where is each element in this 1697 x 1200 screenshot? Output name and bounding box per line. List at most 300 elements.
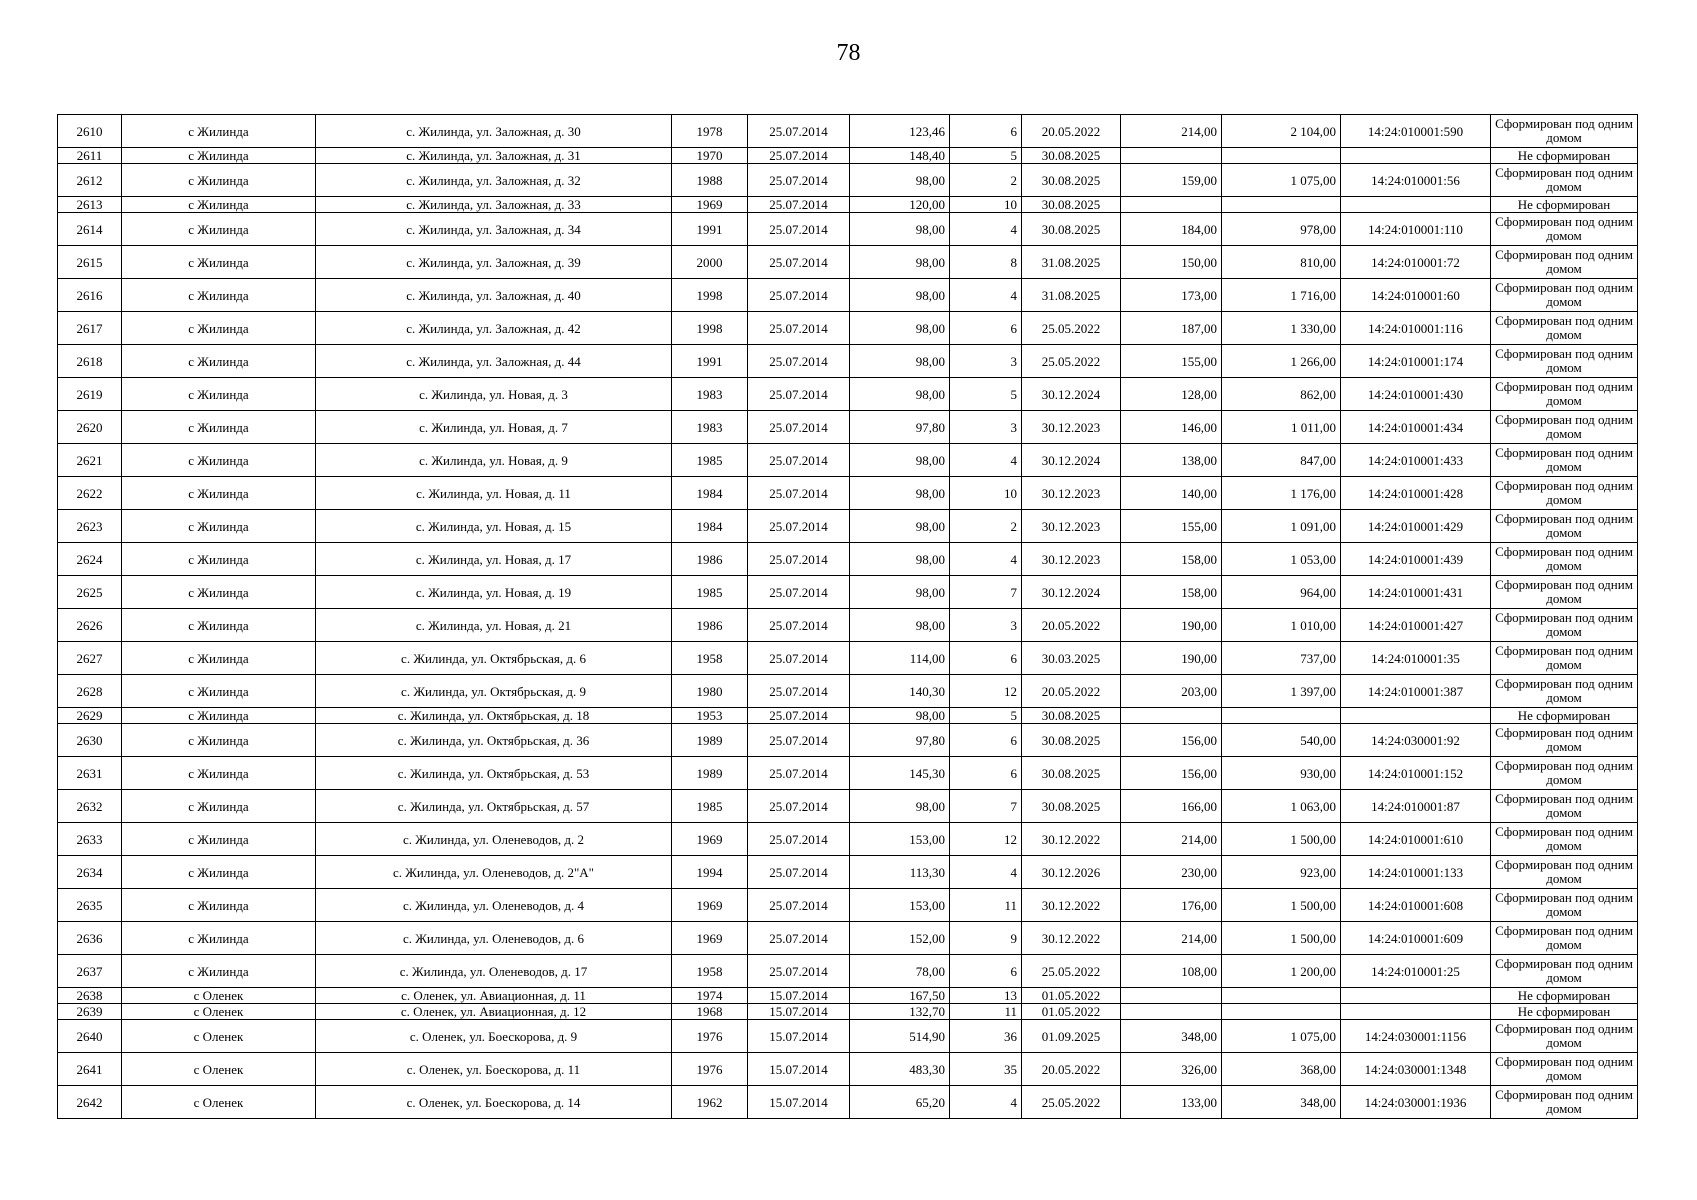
registration-date-cell: 25.07.2014 bbox=[748, 197, 850, 213]
deadline-date-cell: 01.05.2022 bbox=[1022, 988, 1121, 1004]
area-cell: 145,30 bbox=[850, 757, 950, 790]
table-row bbox=[58, 164, 1638, 197]
year-built-cell: 1984 bbox=[672, 510, 748, 543]
table-row bbox=[58, 856, 1638, 889]
cadastral-number-cell: 14:24:010001:110 bbox=[1341, 213, 1491, 246]
cadastral-number-cell bbox=[1341, 197, 1491, 213]
registration-date-cell: 25.07.2014 bbox=[748, 922, 850, 955]
table-row bbox=[58, 1004, 1638, 1020]
area-cell: 98,00 bbox=[850, 345, 950, 378]
address-cell: с. Оленек, ул. Боескорова, д. 14 bbox=[316, 1086, 672, 1119]
registration-date-cell: 15.07.2014 bbox=[748, 1053, 850, 1086]
cadastral-number-cell: 14:24:010001:609 bbox=[1341, 922, 1491, 955]
area-cell: 98,00 bbox=[850, 279, 950, 312]
year-built-cell: 1978 bbox=[672, 115, 748, 148]
table-row bbox=[58, 246, 1638, 279]
residents-cell: 5 bbox=[950, 708, 1022, 724]
registration-date-cell: 25.07.2014 bbox=[748, 576, 850, 609]
cost-cell: 1 063,00 bbox=[1222, 790, 1341, 823]
land-status-cell: Сформирован под одним домом bbox=[1491, 543, 1638, 576]
land-status-cell: Сформирован под одним домом bbox=[1491, 444, 1638, 477]
settlement-cell: с Жилинда bbox=[122, 279, 316, 312]
row-number-cell: 2640 bbox=[58, 1020, 122, 1053]
area-cell: 132,70 bbox=[850, 1004, 950, 1020]
row-number-cell: 2625 bbox=[58, 576, 122, 609]
row-number-cell: 2631 bbox=[58, 757, 122, 790]
land-status-cell: Сформирован под одним домом bbox=[1491, 889, 1638, 922]
table-row bbox=[58, 922, 1638, 955]
cost-cell: 1 075,00 bbox=[1222, 1020, 1341, 1053]
settlement-cell: с Жилинда bbox=[122, 246, 316, 279]
cadastral-number-cell: 14:24:010001:433 bbox=[1341, 444, 1491, 477]
residents-cell: 4 bbox=[950, 279, 1022, 312]
area-cell: 140,30 bbox=[850, 675, 950, 708]
registration-date-cell: 15.07.2014 bbox=[748, 1086, 850, 1119]
area-cell: 98,00 bbox=[850, 510, 950, 543]
settlement-cell: с Жилинда bbox=[122, 164, 316, 197]
land-area-cell: 108,00 bbox=[1121, 955, 1222, 988]
residents-cell: 6 bbox=[950, 757, 1022, 790]
address-cell: с. Жилинда, ул. Оленеводов, д. 6 bbox=[316, 922, 672, 955]
address-cell: с. Жилинда, ул. Заложная, д. 31 bbox=[316, 148, 672, 164]
deadline-date-cell: 01.09.2025 bbox=[1022, 1020, 1121, 1053]
address-cell: с. Жилинда, ул. Октябрьская, д. 9 bbox=[316, 675, 672, 708]
year-built-cell: 1989 bbox=[672, 757, 748, 790]
cadastral-number-cell: 14:24:010001:60 bbox=[1341, 279, 1491, 312]
cadastral-number-cell bbox=[1341, 148, 1491, 164]
residents-cell: 6 bbox=[950, 955, 1022, 988]
row-number-cell: 2634 bbox=[58, 856, 122, 889]
year-built-cell: 1994 bbox=[672, 856, 748, 889]
area-cell: 483,30 bbox=[850, 1053, 950, 1086]
cadastral-number-cell: 14:24:010001:56 bbox=[1341, 164, 1491, 197]
deadline-date-cell: 30.08.2025 bbox=[1022, 757, 1121, 790]
housing-register-table bbox=[57, 114, 1638, 1119]
cadastral-number-cell bbox=[1341, 708, 1491, 724]
deadline-date-cell: 25.05.2022 bbox=[1022, 312, 1121, 345]
deadline-date-cell: 30.12.2022 bbox=[1022, 889, 1121, 922]
registration-date-cell: 15.07.2014 bbox=[748, 988, 850, 1004]
cost-cell: 1 075,00 bbox=[1222, 164, 1341, 197]
cost-cell: 1 200,00 bbox=[1222, 955, 1341, 988]
settlement-cell: с Жилинда bbox=[122, 675, 316, 708]
land-area-cell: 159,00 bbox=[1121, 164, 1222, 197]
land-status-cell: Сформирован под одним домом bbox=[1491, 724, 1638, 757]
address-cell: с. Жилинда, ул. Заложная, д. 40 bbox=[316, 279, 672, 312]
row-number-cell: 2642 bbox=[58, 1086, 122, 1119]
row-number-cell: 2628 bbox=[58, 675, 122, 708]
settlement-cell: с Оленек bbox=[122, 1086, 316, 1119]
residents-cell: 9 bbox=[950, 922, 1022, 955]
area-cell: 97,80 bbox=[850, 411, 950, 444]
deadline-date-cell: 30.12.2023 bbox=[1022, 411, 1121, 444]
register-body bbox=[58, 115, 1638, 1119]
area-cell: 98,00 bbox=[850, 576, 950, 609]
cadastral-number-cell: 14:24:010001:427 bbox=[1341, 609, 1491, 642]
year-built-cell: 1988 bbox=[672, 164, 748, 197]
land-status-cell: Не сформирован bbox=[1491, 197, 1638, 213]
residents-cell: 6 bbox=[950, 115, 1022, 148]
year-built-cell: 1998 bbox=[672, 279, 748, 312]
deadline-date-cell: 30.12.2024 bbox=[1022, 444, 1121, 477]
row-number-cell: 2619 bbox=[58, 378, 122, 411]
address-cell: с. Жилинда, ул. Новая, д. 15 bbox=[316, 510, 672, 543]
address-cell: с. Жилинда, ул. Заложная, д. 33 bbox=[316, 197, 672, 213]
address-cell: с. Жилинда, ул. Новая, д. 17 bbox=[316, 543, 672, 576]
address-cell: с. Жилинда, ул. Новая, д. 3 bbox=[316, 378, 672, 411]
cost-cell: 1 176,00 bbox=[1222, 477, 1341, 510]
land-area-cell bbox=[1121, 1004, 1222, 1020]
land-status-cell: Сформирован под одним домом bbox=[1491, 823, 1638, 856]
deadline-date-cell: 30.12.2023 bbox=[1022, 510, 1121, 543]
address-cell: с. Жилинда, ул. Заложная, д. 34 bbox=[316, 213, 672, 246]
cost-cell: 964,00 bbox=[1222, 576, 1341, 609]
cadastral-number-cell: 14:24:010001:133 bbox=[1341, 856, 1491, 889]
year-built-cell: 1986 bbox=[672, 609, 748, 642]
row-number-cell: 2616 bbox=[58, 279, 122, 312]
area-cell: 153,00 bbox=[850, 823, 950, 856]
land-status-cell: Сформирован под одним домом bbox=[1491, 576, 1638, 609]
cadastral-number-cell: 14:24:030001:1156 bbox=[1341, 1020, 1491, 1053]
land-status-cell: Сформирован под одним домом bbox=[1491, 609, 1638, 642]
cost-cell: 737,00 bbox=[1222, 642, 1341, 675]
residents-cell: 7 bbox=[950, 576, 1022, 609]
cost-cell: 1 011,00 bbox=[1222, 411, 1341, 444]
address-cell: с. Жилинда, ул. Новая, д. 11 bbox=[316, 477, 672, 510]
land-status-cell: Сформирован под одним домом bbox=[1491, 675, 1638, 708]
residents-cell: 6 bbox=[950, 312, 1022, 345]
cost-cell: 368,00 bbox=[1222, 1053, 1341, 1086]
residents-cell: 35 bbox=[950, 1053, 1022, 1086]
address-cell: с. Жилинда, ул. Новая, д. 19 bbox=[316, 576, 672, 609]
cadastral-number-cell: 14:24:030001:1348 bbox=[1341, 1053, 1491, 1086]
year-built-cell: 2000 bbox=[672, 246, 748, 279]
cost-cell: 1 500,00 bbox=[1222, 889, 1341, 922]
settlement-cell: с Оленек bbox=[122, 1020, 316, 1053]
table-row bbox=[58, 823, 1638, 856]
table-row bbox=[58, 411, 1638, 444]
land-status-cell: Сформирован под одним домом bbox=[1491, 1020, 1638, 1053]
cost-cell: 862,00 bbox=[1222, 378, 1341, 411]
registration-date-cell: 25.07.2014 bbox=[748, 790, 850, 823]
land-status-cell: Сформирован под одним домом bbox=[1491, 411, 1638, 444]
address-cell: с. Оленек, ул. Авиационная, д. 12 bbox=[316, 1004, 672, 1020]
year-built-cell: 1958 bbox=[672, 642, 748, 675]
land-area-cell: 156,00 bbox=[1121, 757, 1222, 790]
deadline-date-cell: 30.08.2025 bbox=[1022, 197, 1121, 213]
area-cell: 98,00 bbox=[850, 312, 950, 345]
land-status-cell: Сформирован под одним домом bbox=[1491, 378, 1638, 411]
cadastral-number-cell: 14:24:010001:431 bbox=[1341, 576, 1491, 609]
cost-cell: 923,00 bbox=[1222, 856, 1341, 889]
area-cell: 152,00 bbox=[850, 922, 950, 955]
cadastral-number-cell: 14:24:010001:25 bbox=[1341, 955, 1491, 988]
deadline-date-cell: 25.05.2022 bbox=[1022, 345, 1121, 378]
deadline-date-cell: 30.08.2025 bbox=[1022, 708, 1121, 724]
settlement-cell: с Жилинда bbox=[122, 609, 316, 642]
table-row bbox=[58, 708, 1638, 724]
table-row bbox=[58, 510, 1638, 543]
row-number-cell: 2623 bbox=[58, 510, 122, 543]
table-row bbox=[58, 609, 1638, 642]
settlement-cell: с Жилинда bbox=[122, 642, 316, 675]
address-cell: с. Жилинда, ул. Октябрьская, д. 6 bbox=[316, 642, 672, 675]
land-status-cell: Сформирован под одним домом bbox=[1491, 922, 1638, 955]
cost-cell: 2 104,00 bbox=[1222, 115, 1341, 148]
year-built-cell: 1998 bbox=[672, 312, 748, 345]
area-cell: 98,00 bbox=[850, 378, 950, 411]
residents-cell: 2 bbox=[950, 164, 1022, 197]
residents-cell: 8 bbox=[950, 246, 1022, 279]
year-built-cell: 1958 bbox=[672, 955, 748, 988]
area-cell: 78,00 bbox=[850, 955, 950, 988]
cost-cell: 1 053,00 bbox=[1222, 543, 1341, 576]
row-number-cell: 2639 bbox=[58, 1004, 122, 1020]
area-cell: 514,90 bbox=[850, 1020, 950, 1053]
table-row bbox=[58, 1053, 1638, 1086]
year-built-cell: 1969 bbox=[672, 922, 748, 955]
land-area-cell: 146,00 bbox=[1121, 411, 1222, 444]
year-built-cell: 1983 bbox=[672, 411, 748, 444]
settlement-cell: с Жилинда bbox=[122, 955, 316, 988]
row-number-cell: 2618 bbox=[58, 345, 122, 378]
address-cell: с. Жилинда, ул. Новая, д. 9 bbox=[316, 444, 672, 477]
registration-date-cell: 25.07.2014 bbox=[748, 148, 850, 164]
cost-cell bbox=[1222, 988, 1341, 1004]
registration-date-cell: 25.07.2014 bbox=[748, 609, 850, 642]
land-status-cell: Сформирован под одним домом bbox=[1491, 1086, 1638, 1119]
cadastral-number-cell: 14:24:030001:1936 bbox=[1341, 1086, 1491, 1119]
land-area-cell: 158,00 bbox=[1121, 543, 1222, 576]
deadline-date-cell: 30.12.2024 bbox=[1022, 576, 1121, 609]
cadastral-number-cell: 14:24:010001:428 bbox=[1341, 477, 1491, 510]
settlement-cell: с Жилинда bbox=[122, 510, 316, 543]
land-area-cell: 128,00 bbox=[1121, 378, 1222, 411]
deadline-date-cell: 31.08.2025 bbox=[1022, 246, 1121, 279]
registration-date-cell: 25.07.2014 bbox=[748, 856, 850, 889]
deadline-date-cell: 20.05.2022 bbox=[1022, 675, 1121, 708]
residents-cell: 4 bbox=[950, 856, 1022, 889]
registration-date-cell: 25.07.2014 bbox=[748, 642, 850, 675]
registration-date-cell: 25.07.2014 bbox=[748, 708, 850, 724]
year-built-cell: 1969 bbox=[672, 889, 748, 922]
residents-cell: 10 bbox=[950, 477, 1022, 510]
land-area-cell bbox=[1121, 197, 1222, 213]
settlement-cell: с Жилинда bbox=[122, 477, 316, 510]
table-row bbox=[58, 148, 1638, 164]
residents-cell: 11 bbox=[950, 889, 1022, 922]
settlement-cell: с Жилинда bbox=[122, 790, 316, 823]
address-cell: с. Жилинда, ул. Оленеводов, д. 4 bbox=[316, 889, 672, 922]
registration-date-cell: 25.07.2014 bbox=[748, 279, 850, 312]
cadastral-number-cell: 14:24:010001:35 bbox=[1341, 642, 1491, 675]
land-area-cell: 214,00 bbox=[1121, 823, 1222, 856]
cadastral-number-cell: 14:24:010001:434 bbox=[1341, 411, 1491, 444]
row-number-cell: 2633 bbox=[58, 823, 122, 856]
cadastral-number-cell: 14:24:010001:590 bbox=[1341, 115, 1491, 148]
residents-cell: 4 bbox=[950, 543, 1022, 576]
row-number-cell: 2620 bbox=[58, 411, 122, 444]
registration-date-cell: 25.07.2014 bbox=[748, 543, 850, 576]
deadline-date-cell: 20.05.2022 bbox=[1022, 1053, 1121, 1086]
cost-cell: 1 010,00 bbox=[1222, 609, 1341, 642]
land-area-cell: 156,00 bbox=[1121, 724, 1222, 757]
table-row bbox=[58, 543, 1638, 576]
registration-date-cell: 15.07.2014 bbox=[748, 1004, 850, 1020]
address-cell: с. Оленек, ул. Боескорова, д. 11 bbox=[316, 1053, 672, 1086]
settlement-cell: с Жилинда bbox=[122, 823, 316, 856]
settlement-cell: с Жилинда bbox=[122, 411, 316, 444]
row-number-cell: 2627 bbox=[58, 642, 122, 675]
table-row bbox=[58, 1086, 1638, 1119]
address-cell: с. Жилинда, ул. Заложная, д. 39 bbox=[316, 246, 672, 279]
year-built-cell: 1989 bbox=[672, 724, 748, 757]
residents-cell: 10 bbox=[950, 197, 1022, 213]
settlement-cell: с Жилинда bbox=[122, 576, 316, 609]
land-area-cell: 326,00 bbox=[1121, 1053, 1222, 1086]
land-status-cell: Сформирован под одним домом bbox=[1491, 856, 1638, 889]
year-built-cell: 1984 bbox=[672, 477, 748, 510]
cadastral-number-cell: 14:24:030001:92 bbox=[1341, 724, 1491, 757]
table-row bbox=[58, 724, 1638, 757]
cost-cell bbox=[1222, 197, 1341, 213]
cadastral-number-cell: 14:24:010001:430 bbox=[1341, 378, 1491, 411]
area-cell: 65,20 bbox=[850, 1086, 950, 1119]
area-cell: 98,00 bbox=[850, 708, 950, 724]
land-area-cell: 140,00 bbox=[1121, 477, 1222, 510]
deadline-date-cell: 25.05.2022 bbox=[1022, 1086, 1121, 1119]
cost-cell: 1 716,00 bbox=[1222, 279, 1341, 312]
cost-cell: 978,00 bbox=[1222, 213, 1341, 246]
deadline-date-cell: 30.08.2025 bbox=[1022, 724, 1121, 757]
year-built-cell: 1980 bbox=[672, 675, 748, 708]
table-row bbox=[58, 197, 1638, 213]
year-built-cell: 1976 bbox=[672, 1020, 748, 1053]
deadline-date-cell: 30.03.2025 bbox=[1022, 642, 1121, 675]
registration-date-cell: 25.07.2014 bbox=[748, 889, 850, 922]
area-cell: 98,00 bbox=[850, 246, 950, 279]
land-area-cell: 230,00 bbox=[1121, 856, 1222, 889]
area-cell: 167,50 bbox=[850, 988, 950, 1004]
residents-cell: 3 bbox=[950, 345, 1022, 378]
address-cell: с. Оленек, ул. Авиационная, д. 11 bbox=[316, 988, 672, 1004]
residents-cell: 3 bbox=[950, 411, 1022, 444]
table-row bbox=[58, 345, 1638, 378]
settlement-cell: с Жилинда bbox=[122, 724, 316, 757]
land-area-cell: 138,00 bbox=[1121, 444, 1222, 477]
address-cell: с. Жилинда, ул. Заложная, д. 32 bbox=[316, 164, 672, 197]
land-area-cell bbox=[1121, 148, 1222, 164]
deadline-date-cell: 30.12.2024 bbox=[1022, 378, 1121, 411]
year-built-cell: 1991 bbox=[672, 213, 748, 246]
year-built-cell: 1953 bbox=[672, 708, 748, 724]
cost-cell bbox=[1222, 148, 1341, 164]
deadline-date-cell: 30.08.2025 bbox=[1022, 213, 1121, 246]
land-status-cell: Сформирован под одним домом bbox=[1491, 642, 1638, 675]
table-row bbox=[58, 576, 1638, 609]
registration-date-cell: 25.07.2014 bbox=[748, 115, 850, 148]
row-number-cell: 2641 bbox=[58, 1053, 122, 1086]
address-cell: с. Оленек, ул. Боескорова, д. 9 bbox=[316, 1020, 672, 1053]
table-row bbox=[58, 889, 1638, 922]
settlement-cell: с Жилинда bbox=[122, 444, 316, 477]
land-status-cell: Не сформирован bbox=[1491, 988, 1638, 1004]
area-cell: 97,80 bbox=[850, 724, 950, 757]
year-built-cell: 1976 bbox=[672, 1053, 748, 1086]
settlement-cell: с Жилинда bbox=[122, 148, 316, 164]
address-cell: с. Жилинда, ул. Октябрьская, д. 36 bbox=[316, 724, 672, 757]
registration-date-cell: 25.07.2014 bbox=[748, 444, 850, 477]
land-area-cell: 155,00 bbox=[1121, 510, 1222, 543]
residents-cell: 11 bbox=[950, 1004, 1022, 1020]
deadline-date-cell: 30.08.2025 bbox=[1022, 164, 1121, 197]
cadastral-number-cell: 14:24:010001:608 bbox=[1341, 889, 1491, 922]
deadline-date-cell: 20.05.2022 bbox=[1022, 609, 1121, 642]
deadline-date-cell: 01.05.2022 bbox=[1022, 1004, 1121, 1020]
land-status-cell: Сформирован под одним домом bbox=[1491, 955, 1638, 988]
cost-cell: 1 500,00 bbox=[1222, 823, 1341, 856]
land-status-cell: Не сформирован bbox=[1491, 148, 1638, 164]
deadline-date-cell: 25.05.2022 bbox=[1022, 955, 1121, 988]
table-row bbox=[58, 955, 1638, 988]
land-area-cell: 190,00 bbox=[1121, 642, 1222, 675]
registration-date-cell: 25.07.2014 bbox=[748, 411, 850, 444]
area-cell: 148,40 bbox=[850, 148, 950, 164]
row-number-cell: 2629 bbox=[58, 708, 122, 724]
area-cell: 98,00 bbox=[850, 164, 950, 197]
row-number-cell: 2638 bbox=[58, 988, 122, 1004]
land-status-cell: Не сформирован bbox=[1491, 708, 1638, 724]
year-built-cell: 1985 bbox=[672, 576, 748, 609]
deadline-date-cell: 30.12.2026 bbox=[1022, 856, 1121, 889]
year-built-cell: 1983 bbox=[672, 378, 748, 411]
residents-cell: 4 bbox=[950, 1086, 1022, 1119]
table-row bbox=[58, 757, 1638, 790]
land-area-cell: 176,00 bbox=[1121, 889, 1222, 922]
settlement-cell: с Жилинда bbox=[122, 115, 316, 148]
settlement-cell: с Жилинда bbox=[122, 708, 316, 724]
area-cell: 153,00 bbox=[850, 889, 950, 922]
cadastral-number-cell: 14:24:010001:439 bbox=[1341, 543, 1491, 576]
land-status-cell: Сформирован под одним домом bbox=[1491, 477, 1638, 510]
residents-cell: 13 bbox=[950, 988, 1022, 1004]
table-row bbox=[58, 279, 1638, 312]
residents-cell: 12 bbox=[950, 675, 1022, 708]
area-cell: 98,00 bbox=[850, 790, 950, 823]
table-row bbox=[58, 642, 1638, 675]
address-cell: с. Жилинда, ул. Заложная, д. 44 bbox=[316, 345, 672, 378]
cadastral-number-cell: 14:24:010001:152 bbox=[1341, 757, 1491, 790]
settlement-cell: с Оленек bbox=[122, 988, 316, 1004]
registration-date-cell: 25.07.2014 bbox=[748, 312, 850, 345]
registration-date-cell: 25.07.2014 bbox=[748, 675, 850, 708]
settlement-cell: с Жилинда bbox=[122, 922, 316, 955]
area-cell: 120,00 bbox=[850, 197, 950, 213]
residents-cell: 2 bbox=[950, 510, 1022, 543]
area-cell: 98,00 bbox=[850, 609, 950, 642]
deadline-date-cell: 30.12.2022 bbox=[1022, 922, 1121, 955]
area-cell: 98,00 bbox=[850, 444, 950, 477]
cost-cell bbox=[1222, 708, 1341, 724]
settlement-cell: с Жилинда bbox=[122, 378, 316, 411]
land-status-cell: Сформирован под одним домом bbox=[1491, 246, 1638, 279]
area-cell: 123,46 bbox=[850, 115, 950, 148]
area-cell: 98,00 bbox=[850, 543, 950, 576]
residents-cell: 3 bbox=[950, 609, 1022, 642]
year-built-cell: 1985 bbox=[672, 444, 748, 477]
table-row bbox=[58, 213, 1638, 246]
settlement-cell: с Жилинда bbox=[122, 543, 316, 576]
